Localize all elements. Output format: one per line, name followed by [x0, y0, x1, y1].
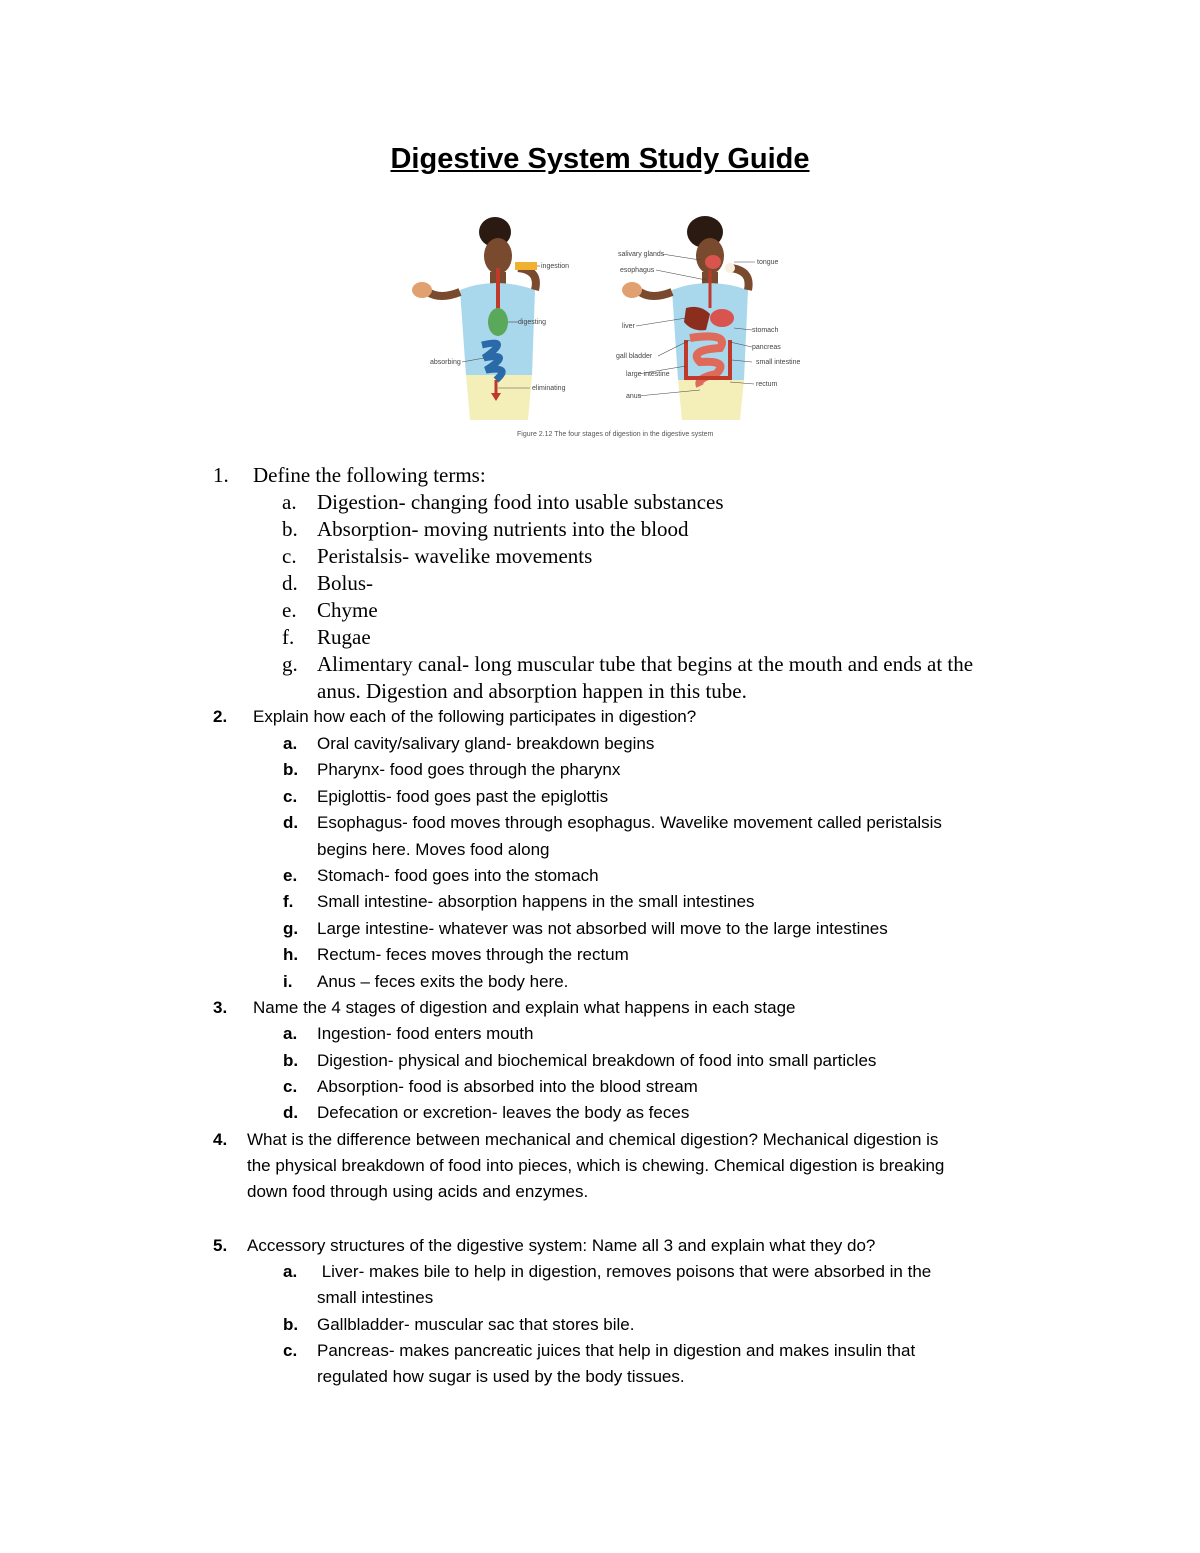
q5-number: 5.	[213, 1236, 228, 1255]
q2-item-text: Esophagus- food moves through esophagus. Wavelike movement called peristalsis	[317, 813, 942, 832]
q2-text: Explain how each of the following participates in digestion?	[253, 707, 697, 726]
q5-item-letter: c.	[283, 1341, 298, 1360]
q4-line: down food through using acids and enzymes.	[247, 1182, 589, 1201]
q2-item-letter: h.	[283, 945, 299, 964]
q1-item-letter: b.	[282, 517, 298, 541]
q3-text: Name the 4 stages of digestion and explain what happens in each stage	[253, 998, 796, 1017]
q1-item-text: Peristalsis- wavelike movements	[317, 544, 593, 568]
label-esophagus: esophagus	[620, 267, 655, 274]
label-anus: anus	[626, 393, 642, 400]
q1-number: 1.	[213, 463, 229, 487]
q5-item-text: Gallbladder- muscular sac that stores bile.	[317, 1315, 635, 1334]
digestive-figure	[400, 210, 800, 450]
q2-item-letter: b.	[283, 760, 299, 779]
q3-item-text: Digestion- physical and biochemical breakdown of food into small particles	[317, 1051, 877, 1070]
q1-item-text: Absorption- moving nutrients into the blood	[317, 517, 689, 541]
q2-item-text: Anus – feces exits the body here.	[317, 972, 569, 991]
q4-line: the physical breakdown of food into pieces, which is chewing. Chemical digestion is breaking	[247, 1156, 945, 1175]
q2-item-text: Epiglottis- food goes past the epiglottis	[317, 787, 609, 806]
label-eliminating: eliminating	[532, 385, 566, 392]
q4-number: 4.	[213, 1130, 228, 1149]
label-tongue: tongue	[757, 259, 779, 266]
q5-item-continuation: regulated how sugar is used by the body tissues.	[317, 1367, 685, 1386]
label-ingestion: ingestion	[541, 263, 570, 270]
label-absorbing: absorbing	[430, 359, 461, 366]
q1-item-letter: g.	[282, 652, 298, 676]
q2-item-text: Stomach- food goes into the stomach	[317, 866, 599, 885]
q1-item-text: Rugae	[317, 625, 371, 649]
q2-item-text: Large intestine- whatever was not absorbed will move to the large intestines	[317, 919, 888, 938]
q1-item-letter: a.	[282, 490, 297, 514]
q2-item-letter: a.	[283, 734, 298, 753]
q4-line: What is the difference between mechanical and chemical digestion? Mechanical digestion is	[247, 1130, 939, 1149]
q2-item-letter: i.	[283, 972, 293, 991]
q2-item-text: Oral cavity/salivary gland- breakdown begins	[317, 734, 655, 753]
q1-item-text: Alimentary canal- long muscular tube that begins at the mouth and ends at the	[317, 652, 974, 676]
q1-item-text: Chyme	[317, 598, 378, 622]
q3-item-text: Defecation or excretion- leaves the body as feces	[317, 1103, 690, 1122]
label-stomach: stomach	[752, 327, 779, 334]
label-rectum: rectum	[756, 381, 778, 388]
q5-text: Accessory structures of the digestive system: Name all 3 and explain what they do?	[247, 1236, 876, 1255]
q5-item-text: Pancreas- makes pancreatic juices that help in digestion and makes insulin that	[317, 1341, 916, 1360]
q2-item-letter: f.	[283, 892, 294, 911]
q1-item-letter: d.	[282, 571, 298, 595]
label-large-intestine: large intestine	[626, 371, 670, 378]
q2-item-letter: e.	[283, 866, 298, 885]
q2-item-text: Rectum- feces moves through the rectum	[317, 945, 629, 964]
q3-item-letter: b.	[283, 1051, 299, 1070]
label-liver: liver	[622, 323, 635, 330]
q1-item-text: Bolus-	[317, 571, 374, 595]
q2-item-letter: c.	[283, 787, 298, 806]
q3-number: 3.	[213, 998, 228, 1017]
label-small-intestine: small intestine	[756, 359, 800, 366]
q1-item-text: Digestion- changing food into usable substances	[317, 490, 724, 514]
digestive-illustration	[400, 210, 800, 450]
q5-item-continuation: small intestines	[317, 1288, 434, 1307]
q5-item-letter: b.	[283, 1315, 299, 1334]
q3-item-text: Absorption- food is absorbed into the blood stream	[317, 1077, 698, 1096]
label-pancreas: pancreas	[752, 344, 781, 351]
q1-item-continuation: anus. Digestion and absorption happen in this tube.	[317, 679, 747, 703]
q3-item-letter: c.	[283, 1077, 298, 1096]
q2-item-text: Small intestine- absorption happens in the small intestines	[317, 892, 755, 911]
q1-text: Define the following terms:	[253, 463, 486, 487]
q3-item-text: Ingestion- food enters mouth	[317, 1024, 534, 1043]
q2-item-continuation: begins here. Moves food along	[317, 840, 550, 859]
label-gall-bladder: gall bladder	[616, 353, 653, 360]
q2-item-letter: g.	[283, 919, 299, 938]
q2-item-text: Pharynx- food goes through the pharynx	[317, 760, 621, 779]
q1-item-letter: c.	[282, 544, 297, 568]
label-digesting: digesting	[518, 319, 547, 326]
q5-item-letter: a.	[283, 1262, 298, 1281]
q3-item-letter: a.	[283, 1024, 298, 1043]
q1-item-letter: f.	[282, 625, 295, 649]
figure-caption: Figure 2.12 The four stages of digestion in the digestive system	[517, 431, 714, 438]
q2-number: 2.	[213, 707, 228, 726]
page-title: Digestive System Study Guide	[390, 143, 810, 175]
q1-item-letter: e.	[282, 598, 297, 622]
label-salivary-glands: salivary glands	[618, 251, 665, 258]
q3-item-letter: d.	[283, 1103, 299, 1122]
q2-item-letter: d.	[283, 813, 299, 832]
q5-item-text: Liver- makes bile to help in digestion, removes poisons that were absorbed in the	[317, 1262, 932, 1281]
